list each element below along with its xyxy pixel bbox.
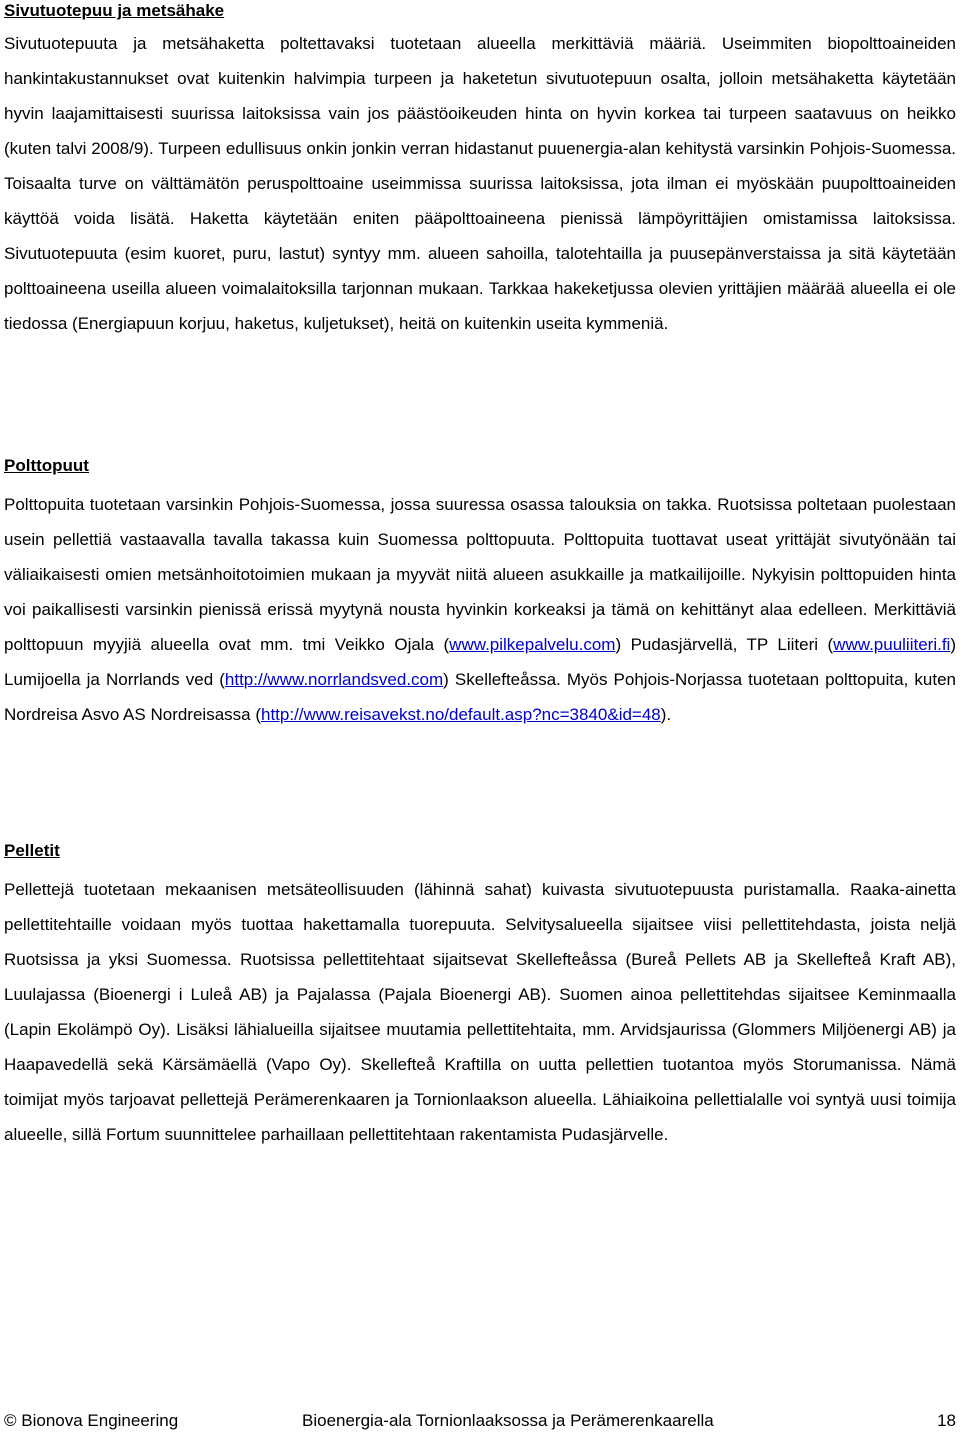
paragraph-text: ). — [660, 705, 672, 724]
section-pelletit — [4, 840, 956, 1152]
footer-page-number: 18 — [937, 1411, 956, 1430]
section-heading: Polttopuut — [4, 456, 89, 475]
page-footer — [4, 1410, 956, 1432]
paragraph-text: ) Skellefteåssa. Myös Pohjois-Norjassa tuotetaan polttopuita, kuten Nordreisa Asvo AS Nordreisassa ( — [4, 670, 956, 724]
section-heading: Pelletit — [4, 841, 60, 860]
link-reisavekst[interactable]: http://www.reisavekst.no/default.asp?nc=3840&id=48 — [261, 705, 661, 724]
link-puuliiteri[interactable]: www.puuliiteri.fi — [833, 635, 951, 654]
footer-document-title: Bioenergia-ala Tornionlaaksossa ja Perämerenkaarella — [302, 1411, 714, 1430]
section-heading: Sivutuotepuu ja metsähake — [4, 1, 225, 20]
paragraph-text: ) Pudasjärvellä, TP Liiteri ( — [615, 635, 834, 654]
section-paragraph: Sivutuotepuuta ja metsähaketta poltettavaksi tuotetaan alueella merkittäviä määriä. Useimmiten biopolttoaineiden hankintakustannukset ovat kuitenkin halvimpia turpeen ja haketetun sivutuotepuun osalta, jolloin metsähaketta käytetään hyvin laajamittaisesti suurissa laitoksissa vain jos päästöoikeuden hinta on hyvin korkea tai turpeen saatavuus on heikko (kuten talvi 2008/9). Turpeen edullisuus onkin jonkin verran hidastanut puuenergia-alan kehitystä varsinkin Pohjois-Suomessa. Toisaalta turve on välttämätön peruspolttoaine useimmissa suurissa laitoksissa, jota ilman ei myöskään puupolttoaineiden käyttöä voida lisätä. Haketta käytetään eniten pääpolttoaineena pienissä lämpöyrittäjien omistamissa laitoksissa. Sivutuotepuuta (esim kuoret, puru, lastut) syntyy mm. alueen sahoilla, talotehtailla ja puusepänverstaissa ja sitä käytetään polttoaineena useilla alueen voimalaitoksilla tarjonnan mukaan. Tarkkaa hakeketjussa olevien yrittäjien määrää alueella ei ole tiedossa (Energiapuun korjuu, haketus, kuljetukset), heitä on kuitenkin useita kymmeniä. — [4, 34, 956, 333]
section-polttopuut — [4, 455, 956, 732]
paragraph-text: ) Lumijoella ja Norrlands ved ( — [4, 635, 956, 689]
link-norrlandsved[interactable]: http://www.norrlandsved.com — [224, 670, 444, 689]
paragraph-text: Polttopuita tuotetaan varsinkin Pohjois-Suomessa, jossa suuressa osassa talouksia on takka. Ruotsissa poltetaan puolestaan usein pellettiä vastaavalla tavalla takassa kuin Suomessa polttopuuta. Polttopuita tuottavat useat yrittäjät sivutyönään tai väliaikaisesti omien metsänhoitotoimien mukaan ja myyvät niitä alueen asukkaille ja matkailijoille. Nykyisin polttopuiden hinta voi paikallisesti varsinkin pienissä erissä myytynä nousta hyvinkin korkeaksi ja tämä on kehittänyt alaa edelleen. Merkittäviä polttopuun myyjiä alueella ovat mm. tmi Veikko Ojala ( — [4, 495, 956, 654]
section-paragraph — [4, 487, 956, 732]
section-sivutuotepuu — [4, 0, 956, 341]
link-pilkepalvelu[interactable]: www.pilkepalvelu.com — [449, 635, 616, 654]
section-paragraph: Pellettejä tuotetaan mekaanisen metsäteollisuuden (lähinnä sahat) kuivasta sivutuotepuusta puristamalla. Raaka-ainetta pellettitehtaille voidaan myös tuottaa hakettamalla tuorepuuta. Selvitysalueella sijaitsee viisi pellettitehdasta, joista neljä Ruotsissa ja yksi Suomessa. Ruotsissa pellettitehtaat sijaitsevat Skellefteåssa (Bureå Pellets AB ja Skellefteå Kraft AB), Luulajassa (Bioenergi i Luleå AB) ja Pajalassa (Pajala Bioenergi AB). Suomen ainoa pellettitehdas sijaitsee Keminmaalla (Lapin Ekolämpö Oy). Lisäksi lähialueilla sijaitsee muutamia pellettitehtaita, mm. Arvidsjaurissa (Glommers Miljöenergi AB) ja Haapavedellä sekä Kärsämäellä (Vapo Oy). Skellefteå Kraftilla on uutta pellettien tuotantoa myös Storumanissa. Nämä toimijat myös tarjoavat pellettejä Perämerenkaaren ja Tornionlaakson alueella. Lähiaikoina pellettialalle voi syntyä uusi toimija alueelle, sillä Fortum suunnittelee parhaillaan pellettitehtaan rakentamista Pudasjärvelle. — [4, 880, 956, 1144]
footer-copyright: © Bionova Engineering — [4, 1411, 179, 1430]
